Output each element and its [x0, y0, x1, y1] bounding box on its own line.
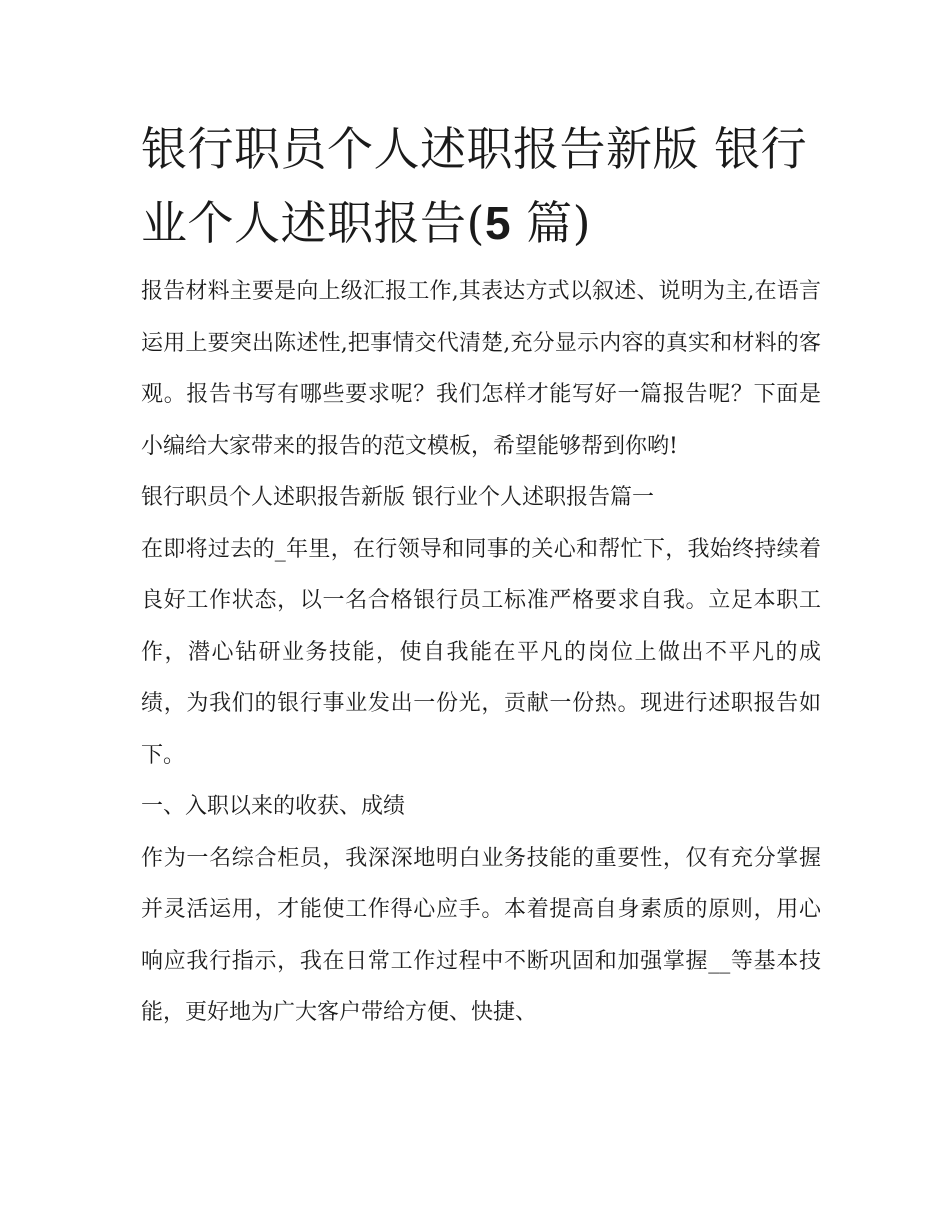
document-title [141, 112, 821, 260]
body-paragraph-skills: 作为一名综合柜员，我深深地明白业务技能的重要性，仅有充分掌握并灵活运用，才能使工作得心应手。本着提高自身素质的原则，用心响应我行指示，我在日常工作过程中不断巩固和加强掌握__等基本技能，更好地为广大客户带给方便、快捷、 [141, 845, 821, 1025]
title-text-part2: 篇) [511, 196, 592, 250]
section-heading-achievements: 一、入职以来的收获、成绩 [141, 794, 406, 819]
document-body [141, 112, 821, 1039]
section-heading-part-one: 银行职员个人述职报告新版 银行业个人述职报告篇一 [141, 485, 654, 510]
title-number: 5 [484, 197, 512, 249]
title-text-part1: 银行职员个人述职报告新版 银行业个人述职报告( [141, 122, 808, 250]
intro-paragraph: 报告材料主要是向上级汇报工作,其表达方式以叙述、说明为主,在语言运用上要突出陈述性,把事情交代清楚,充分显示内容的真实和材料的客观。报告书写有哪些要求呢？我们怎样才能写好一篇报告呢？下面是小编给大家带来的报告的范文模板，希望能够帮到你哟! [141, 279, 821, 459]
body-paragraph-opening: 在即将过去的_年里，在行领导和同事的关心和帮忙下，我始终持续着良好工作状态，以一名合格银行员工标准严格要求自我。立足本职工作，潜心钻研业务技能，使自我能在平凡的岗位上做出不平凡的成绩，为我们的银行事业发出一份光，贡献一份热。现进行述职报告如下。 [141, 536, 821, 768]
